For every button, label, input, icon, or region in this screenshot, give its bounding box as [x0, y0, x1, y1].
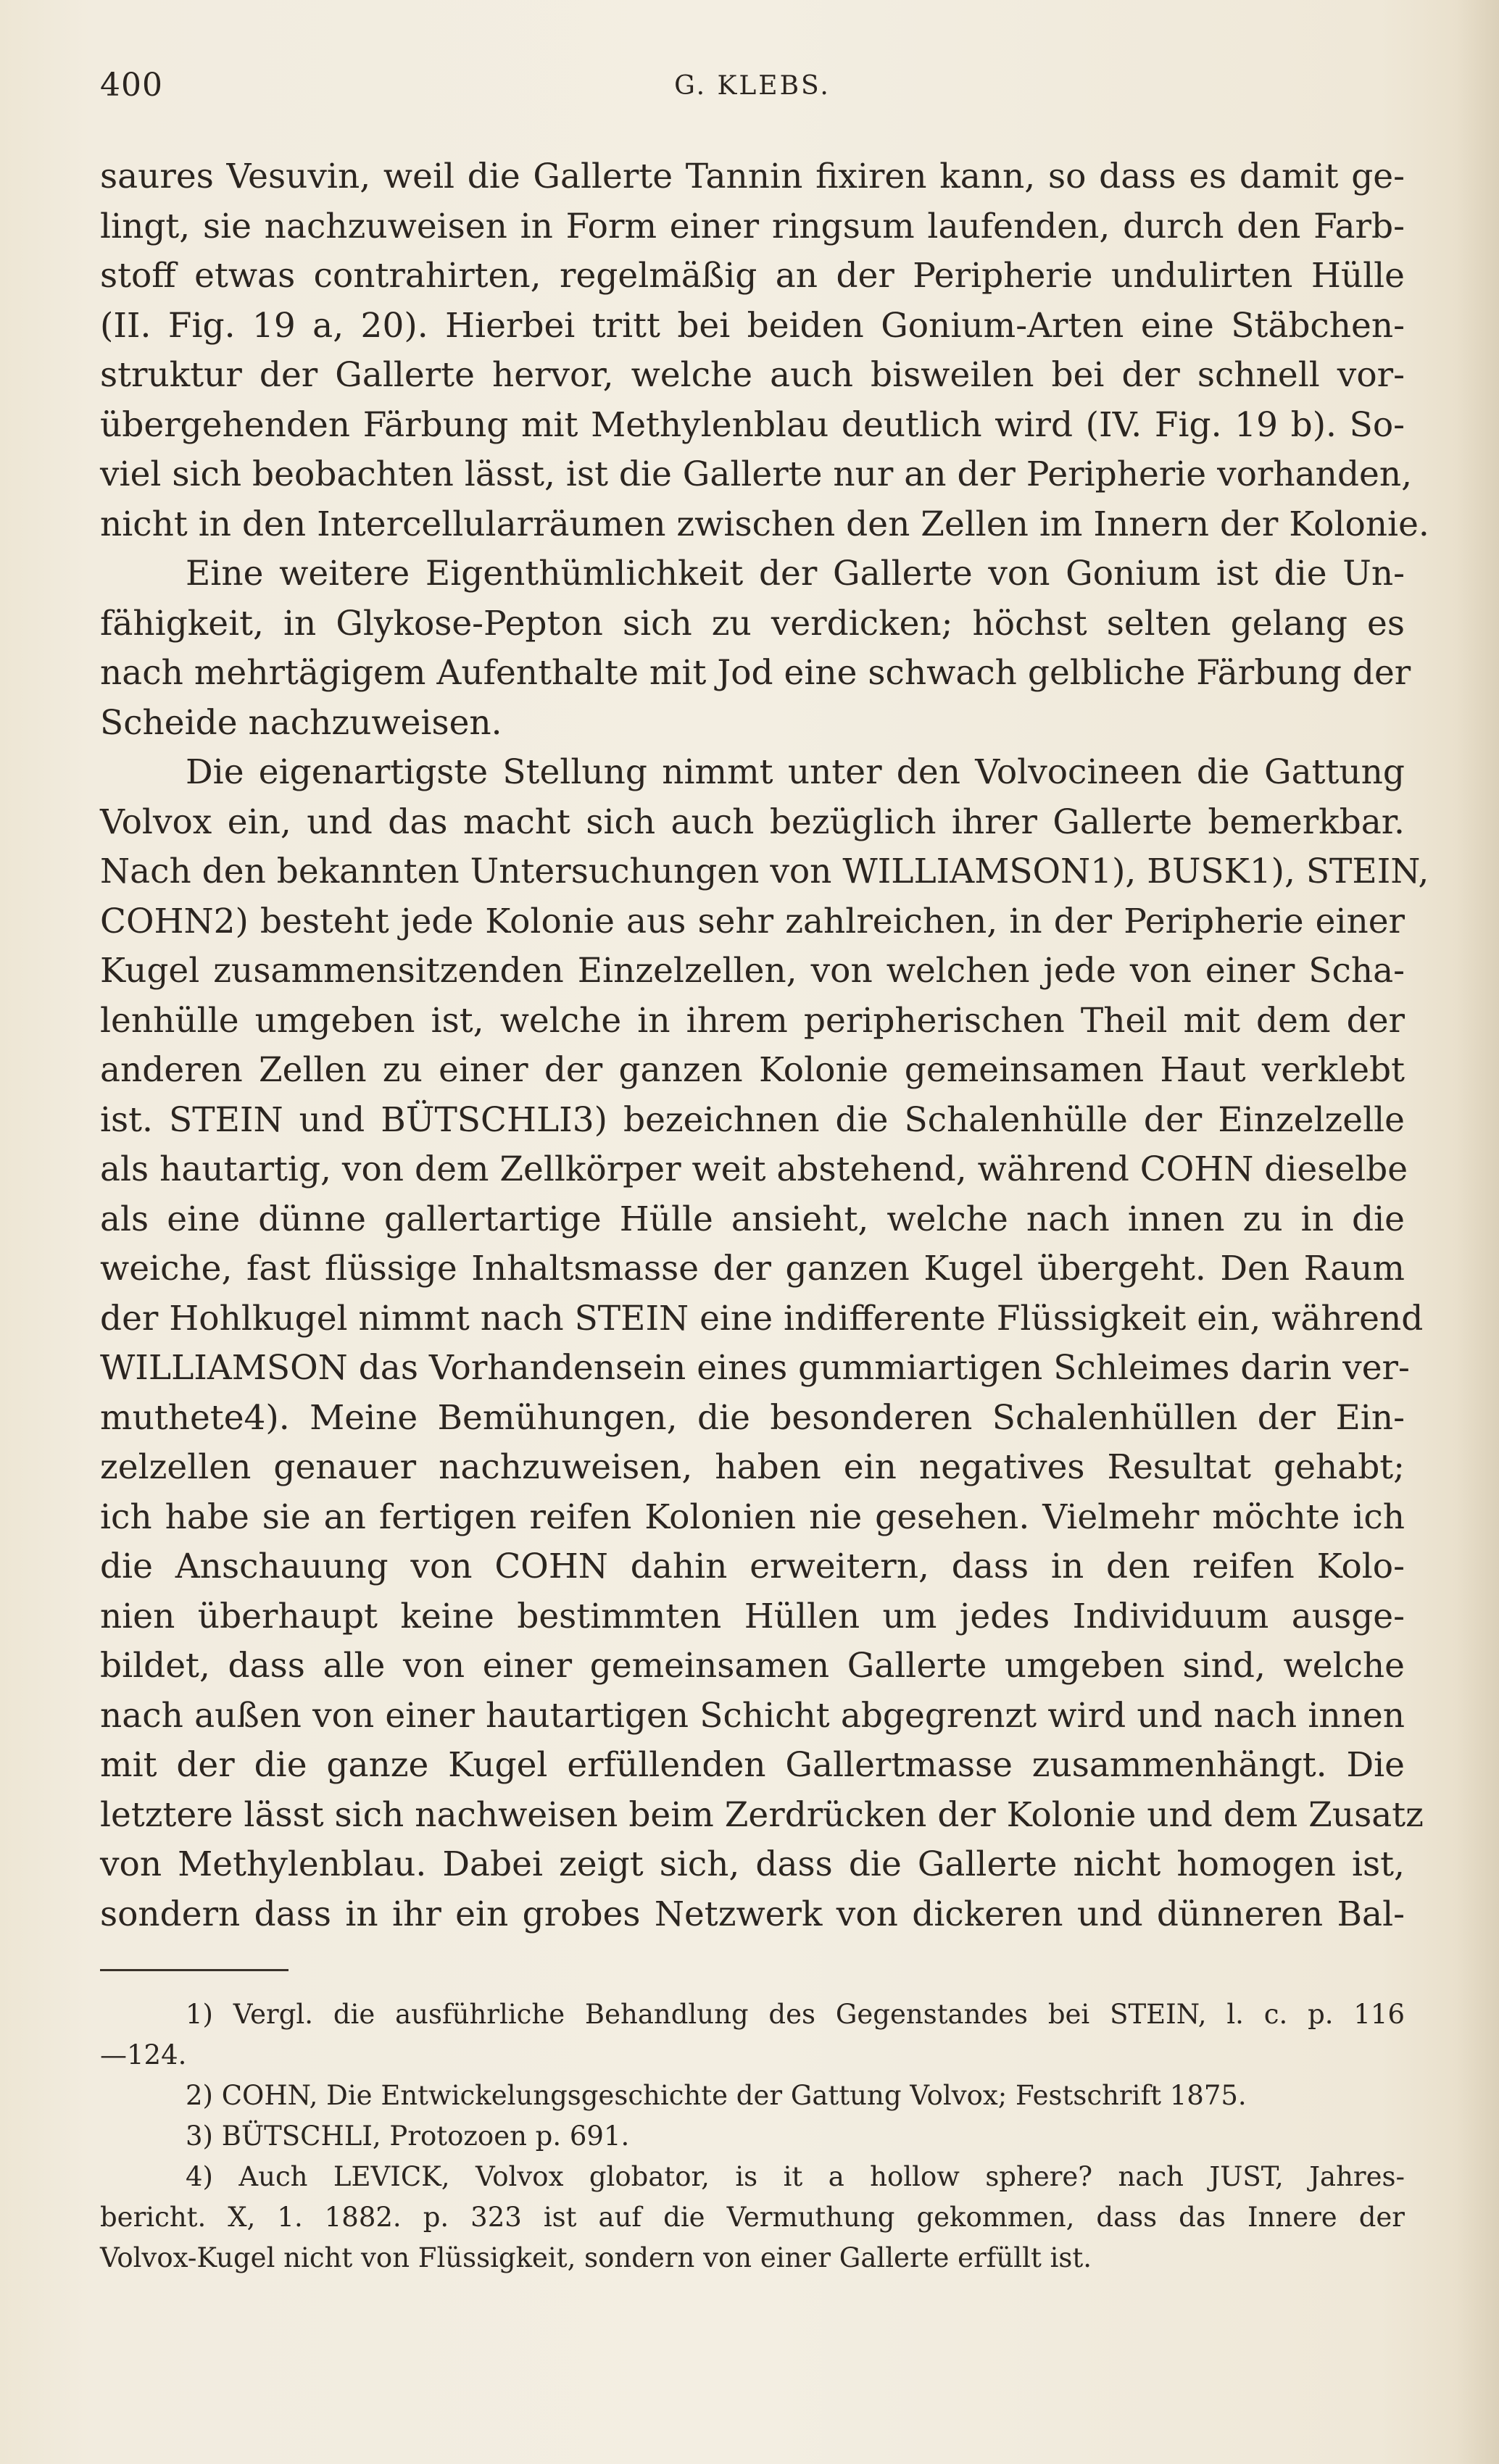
footnote-line: 2) COHN, Die Entwickelungsgeschichte der Gattung Volvox; Festschrift 1875.	[186, 2080, 1247, 2111]
text-line: viel sich beobachten lässt, ist die Gallerte nur an der Peripherie vorhanden,	[100, 454, 1413, 494]
page-number: 400	[100, 67, 163, 104]
text-line: lingt, sie nachzuweisen in Form einer ringsum laufenden, durch den Farb-	[100, 206, 1405, 246]
text-line: nach mehrtägigem Aufenthalte mit Jod eine schwach gelbliche Färbung der	[100, 653, 1411, 693]
footnotes	[100, 1994, 1405, 2278]
footnote-line: bericht. X, 1. 1882. p. 323 ist auf die Vermuthung gekommen, dass das Innere der	[100, 2202, 1405, 2233]
text-line: Die eigenartigste Stellung nimmt unter den Volvocineen die Gattung	[186, 752, 1405, 792]
text-line: letztere lässt sich nachweisen beim Zerdrücken der Kolonie und dem Zusatz	[100, 1794, 1424, 1835]
running-head: G. KLEBS.	[674, 71, 831, 101]
text-line: die Anschauung von COHN dahin erweitern, dass in den reifen Kolo-	[100, 1547, 1405, 1586]
text-line: fähigkeit, in Glykose-Pepton sich zu verdicken; höchst selten gelang es	[100, 603, 1405, 644]
text-line: von Methylenblau. Dabei zeigt sich, dass die Gallerte nicht homogen ist,	[100, 1844, 1405, 1884]
text-line: der Hohlkugel nimmt nach STEIN eine indifferente Flüssigkeit ein, während	[100, 1298, 1424, 1339]
footnote-line: 1) Vergl. die ausführliche Behandlung des Gegenstandes bei STEIN, l. c. p. 116	[186, 1999, 1405, 2030]
text-line: weiche, fast flüssige Inhaltsmasse der ganzen Kugel übergeht. Den Raum	[100, 1249, 1405, 1289]
footnote-separator	[100, 1969, 288, 1971]
text-line: als eine dünne gallertartige Hülle ansieht, welche nach innen zu in die	[100, 1199, 1405, 1239]
text-line: (II. Fig. 19 a, 20). Hierbei tritt bei beiden Gonium-Arten eine Stäbchen-	[100, 305, 1405, 346]
text-line: COHN2) besteht jede Kolonie aus sehr zahlreichen, in der Peripherie einer	[100, 901, 1405, 941]
text-line: Volvox ein, und das macht sich auch bezüglich ihrer Gallerte bemerkbar.	[100, 802, 1405, 842]
text-line: bildet, dass alle von einer gemeinsamen Gallerte umgeben sind, welche	[100, 1646, 1405, 1686]
text-line: ist. STEIN und BÜTSCHLI3) bezeichnen die Schalenhülle der Einzelzelle	[100, 1099, 1405, 1140]
text-line: Nach den bekannten Untersuchungen von WILLIAMSON1), BUSK1), STEIN,	[100, 852, 1429, 891]
text-line: nicht in den Intercellularräumen zwischen den Zellen im Innern der Kolonie.	[100, 504, 1429, 544]
footnote-line: 4) Auch LEVICK, Volvox globator, is it a hollow sphere? nach JUST, Jahres-	[186, 2161, 1405, 2192]
body-text	[100, 152, 1429, 1939]
text-line: übergehenden Färbung mit Methylenblau deutlich wird (IV. Fig. 19 b). So-	[100, 404, 1405, 445]
text-line: WILLIAMSON das Vorhandensein eines gummiartigen Schleimes darin ver-	[100, 1348, 1410, 1388]
text-line: mit der die ganze Kugel erfüllenden Gallertmasse zusammenhängt. Die	[100, 1745, 1405, 1785]
text-line: nien überhaupt keine bestimmten Hüllen um jedes Individuum ausge-	[100, 1596, 1405, 1636]
footnote-line: Volvox-Kugel nicht von Flüssigkeit, sondern von einer Gallerte erfüllt ist.	[100, 2242, 1092, 2273]
text-line: saures Vesuvin, weil die Gallerte Tannin fixiren kann, so dass es damit ge-	[100, 157, 1405, 196]
footnote-line: —124.	[100, 2039, 187, 2070]
text-line: anderen Zellen zu einer der ganzen Kolonie gemeinsamen Haut verklebt	[100, 1050, 1405, 1090]
page-edge-shadow	[1456, 0, 1499, 2464]
footnote-line: 3) BÜTSCHLI, Protozoen p. 691.	[186, 2120, 630, 2152]
page-header	[100, 67, 1405, 110]
text-line: als hautartig, von dem Zellkörper weit abstehend, während COHN dieselbe	[100, 1149, 1408, 1189]
text-line: lenhülle umgeben ist, welche in ihrem peripherischen Theil mit dem der	[100, 1000, 1405, 1041]
text-line: struktur der Gallerte hervor, welche auch bisweilen bei der schnell vor-	[100, 355, 1405, 395]
text-line: sondern dass in ihr ein grobes Netzwerk von dickeren und dünneren Bal-	[100, 1894, 1405, 1934]
text-line: stoff etwas contrahirten, regelmäßig an der Peripherie undulirten Hülle	[100, 256, 1405, 296]
text-line: ich habe sie an fertigen reifen Kolonien nie gesehen. Vielmehr möchte ich	[100, 1497, 1405, 1537]
text-line: Kugel zusammensitzenden Einzelzellen, von welchen jede von einer Scha-	[100, 951, 1405, 991]
text-line: muthete4). Meine Bemühungen, die besonderen Schalenhüllen der Ein-	[100, 1397, 1405, 1438]
text-line: nach außen von einer hautartigen Schicht abgegrenzt wird und nach innen	[100, 1695, 1405, 1736]
text-line: Scheide nachzuweisen.	[100, 702, 502, 743]
text-line: zelzellen genauer nachzuweisen, haben ein negatives Resultat gehabt;	[100, 1447, 1405, 1487]
text-line: Eine weitere Eigenthümlichkeit der Gallerte von Gonium ist die Un-	[186, 554, 1405, 594]
